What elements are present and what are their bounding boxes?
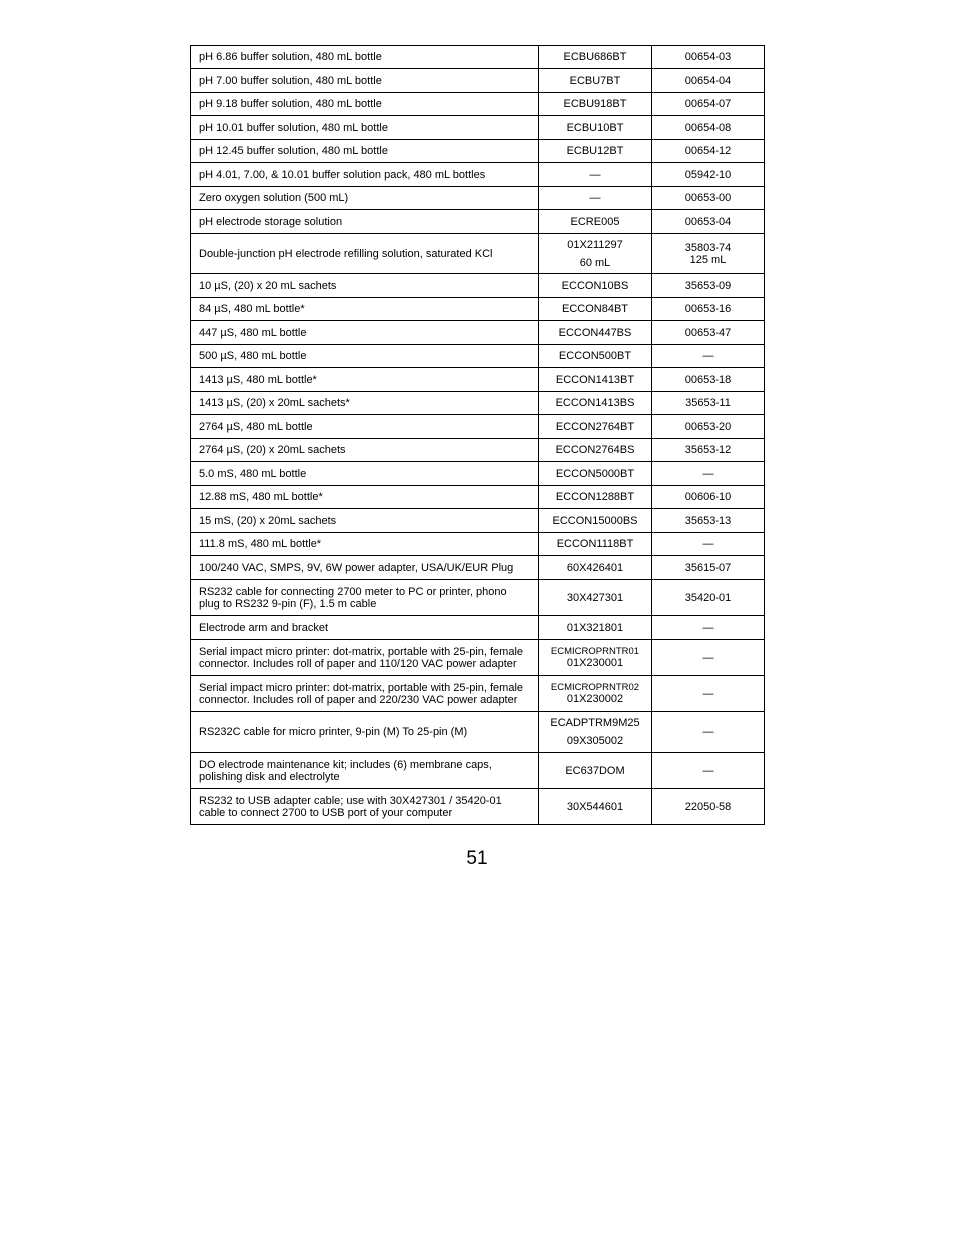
table-row <box>191 712 765 753</box>
part-number-cell: — <box>539 163 652 187</box>
description-cell: 84 µS, 480 mL bottle* <box>191 298 539 321</box>
description-cell: 111.8 mS, 480 mL bottle* <box>191 533 539 556</box>
part-number-cell: ECCON2764BT <box>539 415 652 439</box>
catalog-number-cell: — <box>652 712 765 753</box>
table-row <box>191 676 765 712</box>
table-row <box>191 321 765 345</box>
table-body <box>191 46 765 825</box>
catalog-number-cell: 35615-07 <box>652 556 765 580</box>
table-row <box>191 753 765 789</box>
description-cell: 5.0 mS, 480 mL bottle <box>191 462 539 486</box>
part-number-cell: ECCON500BT <box>539 345 652 368</box>
catalog-number-cell: — <box>652 640 765 676</box>
catalog-number-cell: 00653-20 <box>652 415 765 439</box>
catalog-number-cell: 05942-10 <box>652 163 765 187</box>
table-row <box>191 789 765 825</box>
catalog-number-cell: 00653-04 <box>652 210 765 234</box>
part-number-line: 09X305002 <box>566 735 624 747</box>
table-row <box>191 533 765 556</box>
part-number-cell: 60X426401 <box>539 556 652 580</box>
description-cell: Serial impact micro printer: dot-matrix, portable with 25-pin, female connector. Includes roll of paper and 110/120 VAC power adapter <box>191 640 539 676</box>
description-cell: pH electrode storage solution <box>191 210 539 234</box>
catalog-number-cell: — <box>652 753 765 789</box>
description-cell: pH 4.01, 7.00, & 10.01 buffer solution pack, 480 mL bottles <box>191 163 539 187</box>
description-cell: Electrode arm and bracket <box>191 616 539 640</box>
description-cell: RS232 cable for connecting 2700 meter to PC or printer, phono plug to RS232 9-pin (F), 1.5 m cable <box>191 580 539 616</box>
catalog-number-cell: 00606-10 <box>652 486 765 509</box>
part-number-cell: ECBU10BT <box>539 116 652 140</box>
description-cell: Double-junction pH electrode refilling solution, saturated KCl <box>191 234 539 274</box>
description-cell: RS232 to USB adapter cable; use with 30X427301 / 35420-01 cable to connect 2700 to USB port of your computer <box>191 789 539 825</box>
part-number-cell: EC637DOM <box>539 753 652 789</box>
description-cell: 1413 µS, (20) x 20mL sachets* <box>191 392 539 415</box>
catalog-number-cell: — <box>652 533 765 556</box>
part-number-cell: ECBU7BT <box>539 69 652 93</box>
part-number-cell: ECCON1118BT <box>539 533 652 556</box>
part-number-cell: ECCON2764BS <box>539 439 652 462</box>
table-row <box>191 298 765 321</box>
part-number-cell: ECCON10BS <box>539 274 652 298</box>
part-number-cell: ECCON15000BS <box>539 509 652 533</box>
table-row <box>191 140 765 163</box>
catalog-number-line: 125 mL <box>689 253 727 266</box>
catalog-number-cell: 00653-00 <box>652 187 765 210</box>
description-cell: 447 µS, 480 mL bottle <box>191 321 539 345</box>
table-row <box>191 163 765 187</box>
part-number-cell: ECCON1413BS <box>539 392 652 415</box>
part-number-cell: 30X427301 <box>539 580 652 616</box>
description-cell: 100/240 VAC, SMPS, 9V, 6W power adapter, USA/UK/EUR Plug <box>191 556 539 580</box>
table-row <box>191 234 765 274</box>
catalog-number-cell: — <box>652 462 765 486</box>
table-row <box>191 556 765 580</box>
catalog-number-line: 35803-74 <box>684 241 732 254</box>
catalog-number-cell: 00654-07 <box>652 93 765 116</box>
part-number-cell: ECRE005 <box>539 210 652 234</box>
part-number-cell: 30X544601 <box>539 789 652 825</box>
catalog-number-cell: 35653-11 <box>652 392 765 415</box>
description-cell: 10 µS, (20) x 20 mL sachets <box>191 274 539 298</box>
description-cell: 2764 µS, 480 mL bottle <box>191 415 539 439</box>
table-row <box>191 640 765 676</box>
part-number-line: 01X230001 <box>566 657 624 669</box>
table-row <box>191 69 765 93</box>
page-number: 51 <box>466 848 488 869</box>
table-row <box>191 462 765 486</box>
description-cell: DO electrode maintenance kit; includes (6) membrane caps, polishing disk and electrolyte <box>191 753 539 789</box>
catalog-number-cell: 35420-01 <box>652 580 765 616</box>
part-number-cell <box>539 640 652 676</box>
table-row <box>191 46 765 69</box>
description-cell: pH 7.00 buffer solution, 480 mL bottle <box>191 69 539 93</box>
description-cell: pH 12.45 buffer solution, 480 mL bottle <box>191 140 539 163</box>
description-cell: 500 µS, 480 mL bottle <box>191 345 539 368</box>
catalog-number-cell: 00654-04 <box>652 69 765 93</box>
part-number-cell: ECCON1413BT <box>539 368 652 392</box>
table-row <box>191 486 765 509</box>
part-number-cell: ECCON1288BT <box>539 486 652 509</box>
table-row <box>191 187 765 210</box>
part-number-line: 60 mL <box>579 256 611 269</box>
catalog-number-cell <box>652 234 765 274</box>
part-number-line: ECMICROPRNTR02 <box>550 682 640 693</box>
table-row <box>191 274 765 298</box>
table-row <box>191 580 765 616</box>
table-row <box>191 392 765 415</box>
catalog-number-cell: — <box>652 676 765 712</box>
part-number-cell: — <box>539 187 652 210</box>
table-row <box>191 368 765 392</box>
part-number-line: 01X230002 <box>566 693 624 705</box>
part-number-cell: ECBU12BT <box>539 140 652 163</box>
part-number-cell <box>539 676 652 712</box>
catalog-number-cell: 00653-47 <box>652 321 765 345</box>
description-cell: Serial impact micro printer: dot-matrix, portable with 25-pin, female connector. Includes roll of paper and 220/230 VAC power adapter <box>191 676 539 712</box>
part-number-line: 01X211297 <box>567 238 623 251</box>
part-number-cell: ECCON84BT <box>539 298 652 321</box>
part-number-cell: ECBU686BT <box>539 46 652 69</box>
catalog-number-cell: 00654-08 <box>652 116 765 140</box>
description-cell: pH 9.18 buffer solution, 480 mL bottle <box>191 93 539 116</box>
table-row <box>191 345 765 368</box>
description-cell: pH 10.01 buffer solution, 480 mL bottle <box>191 116 539 140</box>
part-number-cell: 01X321801 <box>539 616 652 640</box>
catalog-number-cell: 00654-03 <box>652 46 765 69</box>
table-row <box>191 616 765 640</box>
description-cell: 12.88 mS, 480 mL bottle* <box>191 486 539 509</box>
catalog-number-cell: 00653-18 <box>652 368 765 392</box>
table-row <box>191 415 765 439</box>
catalog-number-cell: — <box>652 345 765 368</box>
catalog-number-cell: 35653-12 <box>652 439 765 462</box>
parts-table <box>190 45 765 825</box>
description-cell: RS232C cable for micro printer, 9-pin (M) To 25-pin (M) <box>191 712 539 753</box>
catalog-number-cell: 35653-09 <box>652 274 765 298</box>
catalog-number-cell: 22050-58 <box>652 789 765 825</box>
part-number-cell: ECCON447BS <box>539 321 652 345</box>
part-number-cell <box>539 234 652 274</box>
part-number-line: ECMICROPRNTR01 <box>550 646 640 657</box>
part-number-cell <box>539 712 652 753</box>
description-cell: 1413 µS, 480 mL bottle* <box>191 368 539 392</box>
description-cell: 15 mS, (20) x 20mL sachets <box>191 509 539 533</box>
description-cell: Zero oxygen solution (500 mL) <box>191 187 539 210</box>
description-cell: 2764 µS, (20) x 20mL sachets <box>191 439 539 462</box>
catalog-number-cell: 00653-16 <box>652 298 765 321</box>
catalog-number-cell: 35653-13 <box>652 509 765 533</box>
table-row <box>191 509 765 533</box>
table-row <box>191 116 765 140</box>
catalog-number-cell: — <box>652 616 765 640</box>
part-number-line: ECADPTRM9M25 <box>550 717 640 729</box>
description-cell: pH 6.86 buffer solution, 480 mL bottle <box>191 46 539 69</box>
part-number-cell: ECCON5000BT <box>539 462 652 486</box>
part-number-cell: ECBU918BT <box>539 93 652 116</box>
table-row <box>191 439 765 462</box>
table-row <box>191 210 765 234</box>
catalog-number-cell: 00654-12 <box>652 140 765 163</box>
table-row <box>191 93 765 116</box>
